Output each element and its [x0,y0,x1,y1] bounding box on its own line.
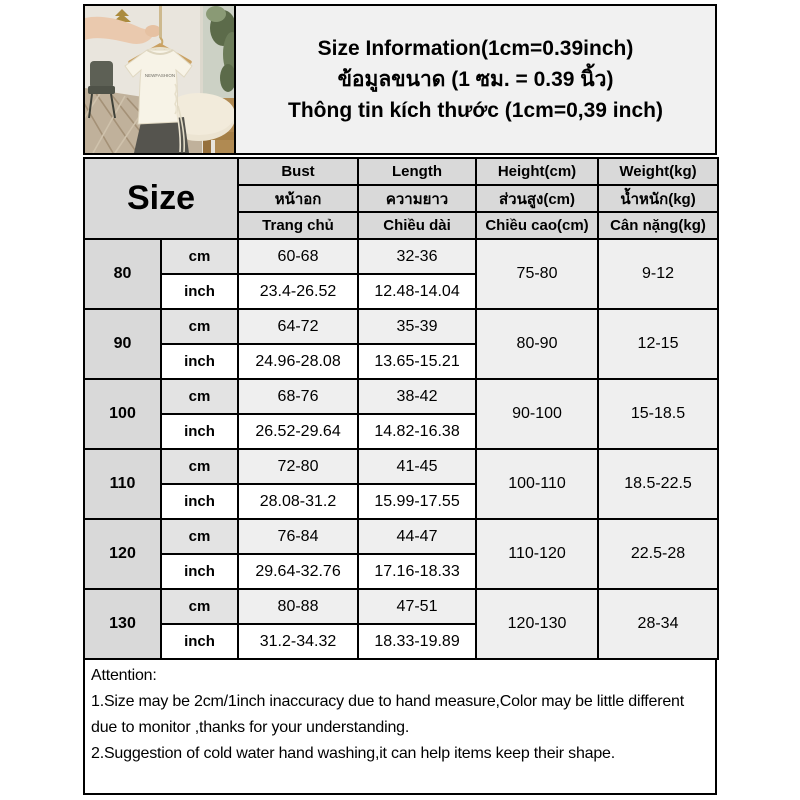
header-length-vi: Chiều dài [358,212,476,239]
header-height-th: ส่วนสูง(cm) [476,185,598,212]
bust-inch-cell: 29.64-32.76 [238,554,358,589]
bust-inch-cell: 26.52-29.64 [238,414,358,449]
window-greenery [200,6,234,102]
length-cm-cell: 41-45 [358,449,476,484]
header-height-vi: Chiều cao(cm) [476,212,598,239]
weight-cell: 15-18.5 [598,379,718,449]
attention-line-3: 2.Suggestion of cold water hand washing,it can help items keep their shape. [91,745,616,762]
weight-cell: 28-34 [598,589,718,659]
top-block [83,4,717,155]
bust-inch-cell: 28.08-31.2 [238,484,358,519]
unit-inch-cell: inch [161,414,238,449]
bust-cm-cell: 60-68 [238,239,358,274]
bust-cm-cell: 76-84 [238,519,358,554]
length-inch-cell: 18.33-19.89 [358,624,476,659]
svg-text:NEWFASHION: NEWFASHION [144,73,176,78]
title-thai: ข้อมูลขนาด (1 ซม. = 0.39 นิ้ว) [337,68,614,91]
size-value-cell: 80 [84,239,161,309]
length-cm-cell: 47-51 [358,589,476,624]
size-info-title [236,6,715,153]
header-height-en: Height(cm) [476,158,598,185]
length-inch-cell: 12.48-14.04 [358,274,476,309]
bust-inch-cell: 31.2-34.32 [238,624,358,659]
length-cm-cell: 32-36 [358,239,476,274]
attention-line-2: due to monitor ,thanks for your understanding. [91,719,410,736]
unit-cm-cell: cm [161,239,238,274]
weight-cell: 18.5-22.5 [598,449,718,519]
weight-cell: 9-12 [598,239,718,309]
unit-inch-cell: inch [161,344,238,379]
unit-cm-cell: cm [161,309,238,344]
bust-inch-cell: 23.4-26.52 [238,274,358,309]
height-cell: 75-80 [476,239,598,309]
header-length-th: ความยาว [358,185,476,212]
unit-inch-cell: inch [161,274,238,309]
length-inch-cell: 15.99-17.55 [358,484,476,519]
header-weight-en: Weight(kg) [598,158,718,185]
length-cm-cell: 38-42 [358,379,476,414]
height-cell: 110-120 [476,519,598,589]
header-length-en: Length [358,158,476,185]
length-cm-cell: 44-47 [358,519,476,554]
size-value-cell: 110 [84,449,161,519]
unit-inch-cell: inch [161,484,238,519]
size-column-header: Size [84,158,238,239]
unit-cm-cell: cm [161,449,238,484]
length-inch-cell: 14.82-16.38 [358,414,476,449]
height-cell: 120-130 [476,589,598,659]
unit-cm-cell: cm [161,589,238,624]
size-value-cell: 100 [84,379,161,449]
size-value-cell: 90 [84,309,161,379]
length-inch-cell: 17.16-18.33 [358,554,476,589]
bust-cm-cell: 80-88 [238,589,358,624]
size-value-cell: 120 [84,519,161,589]
bust-cm-cell: 64-72 [238,309,358,344]
length-cm-cell: 35-39 [358,309,476,344]
length-inch-cell: 13.65-15.21 [358,344,476,379]
unit-cm-cell: cm [161,379,238,414]
bust-inch-cell: 24.96-28.08 [238,344,358,379]
attention-line-1: 1.Size may be 2cm/1inch inaccuracy due to hand measure,Color may be little different [91,693,684,710]
header-weight-vi: Cân nặng(kg) [598,212,718,239]
header-bust-vi: Trang chủ [238,212,358,239]
size-table [83,157,719,660]
height-cell: 90-100 [476,379,598,449]
weight-cell: 22.5-28 [598,519,718,589]
weight-cell: 12-15 [598,309,718,379]
unit-cm-cell: cm [161,519,238,554]
unit-inch-cell: inch [161,624,238,659]
product-photo-illustration [85,6,234,153]
product-photo [85,6,236,153]
header-bust-th: หน้าอก [238,185,358,212]
size-value-cell: 130 [84,589,161,659]
header-bust-en: Bust [238,158,358,185]
bust-cm-cell: 68-76 [238,379,358,414]
attention-note [83,658,717,795]
height-cell: 100-110 [476,449,598,519]
height-cell: 80-90 [476,309,598,379]
unit-inch-cell: inch [161,554,238,589]
attention-heading: Attention: [91,667,157,684]
title-vietnamese: Thông tin kích thước (1cm=0,39 inch) [288,99,663,122]
bust-cm-cell: 72-80 [238,449,358,484]
header-weight-th: น้ำหนัก(kg) [598,185,718,212]
title-english: Size Information(1cm=0.39inch) [317,37,634,60]
size-chart-sheet [83,4,717,795]
